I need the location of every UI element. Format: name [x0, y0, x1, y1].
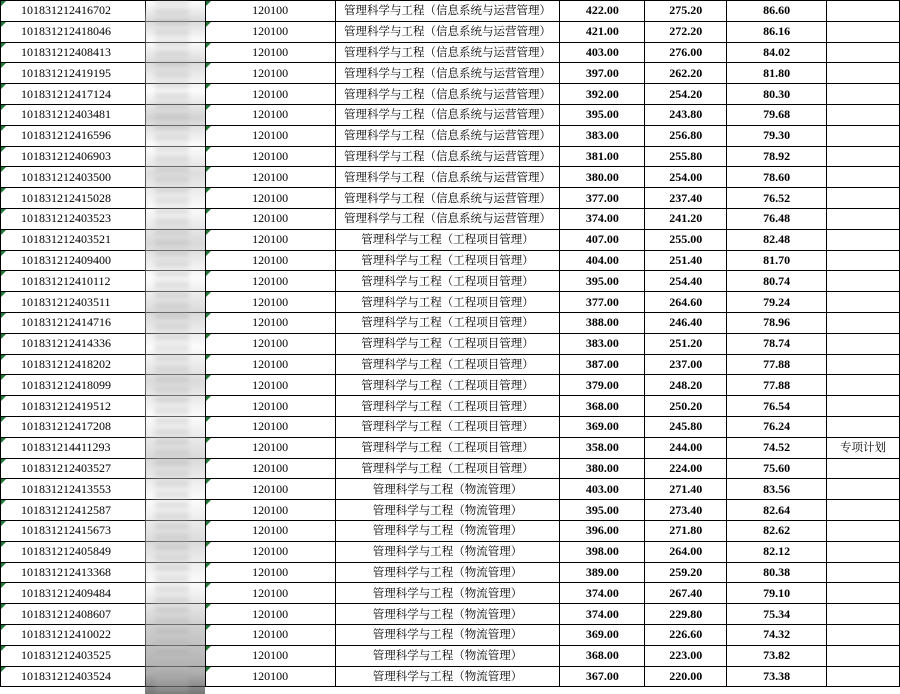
table-row[interactable] — [1, 541, 900, 562]
total-score-cell[interactable]: 397.00 — [560, 63, 645, 84]
second-score-cell[interactable]: 262.20 — [645, 63, 727, 84]
total-score-cell[interactable]: 383.00 — [560, 333, 645, 354]
major-cell[interactable]: 管理科学与工程（工程项目管理） — [335, 250, 560, 271]
total-score-cell[interactable]: 377.00 — [560, 188, 645, 209]
final-score-cell[interactable]: 73.82 — [727, 645, 827, 666]
final-score-cell[interactable]: 76.24 — [727, 416, 827, 437]
major-cell[interactable]: 管理科学与工程（物流管理） — [335, 562, 560, 583]
table-row[interactable] — [1, 479, 900, 500]
total-score-cell[interactable]: 380.00 — [560, 458, 645, 479]
total-score-cell[interactable]: 398.00 — [560, 541, 645, 562]
candidate-id-cell[interactable]: 101831212414716 — [1, 312, 146, 333]
major-cell[interactable]: 管理科学与工程（工程项目管理） — [335, 229, 560, 250]
table-row[interactable] — [1, 208, 900, 229]
second-score-cell[interactable]: 244.00 — [645, 437, 727, 458]
subject-code-cell[interactable]: 120100 — [205, 583, 335, 604]
major-cell[interactable]: 管理科学与工程（工程项目管理） — [335, 437, 560, 458]
table-row[interactable] — [1, 188, 900, 209]
table-row[interactable] — [1, 125, 900, 146]
subject-code-cell[interactable]: 120100 — [205, 354, 335, 375]
total-score-cell[interactable]: 395.00 — [560, 500, 645, 521]
major-cell[interactable]: 管理科学与工程（工程项目管理） — [335, 312, 560, 333]
second-score-cell[interactable]: 264.60 — [645, 292, 727, 313]
candidate-id-cell[interactable]: 101831212403523 — [1, 208, 146, 229]
major-cell[interactable]: 管理科学与工程（工程项目管理） — [335, 354, 560, 375]
total-score-cell[interactable]: 388.00 — [560, 312, 645, 333]
candidate-id-cell[interactable]: 101831212408413 — [1, 42, 146, 63]
second-score-cell[interactable]: 246.40 — [645, 312, 727, 333]
final-score-cell[interactable]: 74.52 — [727, 437, 827, 458]
name-cell-redacted[interactable] — [145, 416, 205, 437]
candidate-id-cell[interactable]: 101831212408607 — [1, 604, 146, 625]
name-cell-redacted[interactable] — [145, 292, 205, 313]
total-score-cell[interactable]: 368.00 — [560, 396, 645, 417]
table-row[interactable] — [1, 458, 900, 479]
note-cell[interactable] — [827, 250, 900, 271]
table-row[interactable] — [1, 271, 900, 292]
total-score-cell[interactable]: 395.00 — [560, 104, 645, 125]
candidate-id-cell[interactable]: 101831212418046 — [1, 21, 146, 42]
second-score-cell[interactable]: 272.20 — [645, 21, 727, 42]
candidate-id-cell[interactable]: 101831212413553 — [1, 479, 146, 500]
candidate-id-cell[interactable]: 101831212419195 — [1, 63, 146, 84]
note-cell[interactable] — [827, 167, 900, 188]
total-score-cell[interactable]: 381.00 — [560, 146, 645, 167]
note-cell[interactable] — [827, 84, 900, 105]
table-row[interactable] — [1, 624, 900, 645]
second-score-cell[interactable]: 237.00 — [645, 354, 727, 375]
table-row[interactable] — [1, 250, 900, 271]
final-score-cell[interactable]: 76.52 — [727, 188, 827, 209]
subject-code-cell[interactable]: 120100 — [205, 271, 335, 292]
note-cell[interactable] — [827, 562, 900, 583]
candidate-id-cell[interactable]: 101831212406903 — [1, 146, 146, 167]
candidate-id-cell[interactable]: 101831212418099 — [1, 375, 146, 396]
table-row[interactable] — [1, 1, 900, 22]
major-cell[interactable]: 管理科学与工程（信息系统与运营管理） — [335, 104, 560, 125]
subject-code-cell[interactable]: 120100 — [205, 458, 335, 479]
subject-code-cell[interactable]: 120100 — [205, 21, 335, 42]
note-cell[interactable] — [827, 1, 900, 22]
name-cell-redacted[interactable] — [145, 624, 205, 645]
note-cell[interactable] — [827, 604, 900, 625]
table-row[interactable] — [1, 604, 900, 625]
candidate-id-cell[interactable]: 101831212413368 — [1, 562, 146, 583]
note-cell[interactable] — [827, 104, 900, 125]
total-score-cell[interactable]: 407.00 — [560, 229, 645, 250]
subject-code-cell[interactable]: 120100 — [205, 208, 335, 229]
name-cell-redacted[interactable] — [145, 84, 205, 105]
name-cell-redacted[interactable] — [145, 146, 205, 167]
second-score-cell[interactable]: 220.00 — [645, 666, 727, 687]
name-cell-redacted[interactable] — [145, 167, 205, 188]
name-cell-redacted[interactable] — [145, 604, 205, 625]
candidate-id-cell[interactable]: 101831212419512 — [1, 396, 146, 417]
total-score-cell[interactable]: 377.00 — [560, 292, 645, 313]
candidate-id-cell[interactable]: 101831212416596 — [1, 125, 146, 146]
candidate-id-cell[interactable]: 101831212417208 — [1, 416, 146, 437]
table-row[interactable] — [1, 354, 900, 375]
major-cell[interactable]: 管理科学与工程（物流管理） — [335, 583, 560, 604]
note-cell[interactable] — [827, 188, 900, 209]
second-score-cell[interactable]: 229.80 — [645, 604, 727, 625]
second-score-cell[interactable]: 255.00 — [645, 229, 727, 250]
table-row[interactable] — [1, 21, 900, 42]
major-cell[interactable]: 管理科学与工程（物流管理） — [335, 624, 560, 645]
final-score-cell[interactable]: 75.60 — [727, 458, 827, 479]
major-cell[interactable]: 管理科学与工程（工程项目管理） — [335, 292, 560, 313]
total-score-cell[interactable]: 374.00 — [560, 583, 645, 604]
note-cell[interactable] — [827, 666, 900, 687]
note-cell[interactable] — [827, 479, 900, 500]
candidate-id-cell[interactable]: 101831212403500 — [1, 167, 146, 188]
total-score-cell[interactable]: 368.00 — [560, 645, 645, 666]
name-cell-redacted[interactable] — [145, 188, 205, 209]
subject-code-cell[interactable]: 120100 — [205, 1, 335, 22]
name-cell-redacted[interactable] — [145, 42, 205, 63]
note-cell[interactable] — [827, 416, 900, 437]
second-score-cell[interactable]: 255.80 — [645, 146, 727, 167]
major-cell[interactable]: 管理科学与工程（信息系统与运营管理） — [335, 125, 560, 146]
note-cell[interactable] — [827, 520, 900, 541]
total-score-cell[interactable]: 395.00 — [560, 271, 645, 292]
major-cell[interactable]: 管理科学与工程（物流管理） — [335, 520, 560, 541]
final-score-cell[interactable]: 84.02 — [727, 42, 827, 63]
final-score-cell[interactable]: 77.88 — [727, 375, 827, 396]
final-score-cell[interactable]: 81.80 — [727, 63, 827, 84]
candidate-id-cell[interactable]: 101831212414336 — [1, 333, 146, 354]
name-cell-redacted[interactable] — [145, 396, 205, 417]
second-score-cell[interactable]: 224.00 — [645, 458, 727, 479]
note-cell[interactable] — [827, 271, 900, 292]
final-score-cell[interactable]: 78.74 — [727, 333, 827, 354]
final-score-cell[interactable]: 82.64 — [727, 500, 827, 521]
major-cell[interactable]: 管理科学与工程（物流管理） — [335, 500, 560, 521]
note-cell[interactable] — [827, 42, 900, 63]
name-cell-redacted[interactable] — [145, 583, 205, 604]
candidate-id-cell[interactable]: 101831212415028 — [1, 188, 146, 209]
name-cell-redacted[interactable] — [145, 125, 205, 146]
subject-code-cell[interactable]: 120100 — [205, 645, 335, 666]
table-row[interactable] — [1, 396, 900, 417]
second-score-cell[interactable]: 245.80 — [645, 416, 727, 437]
second-score-cell[interactable]: 254.00 — [645, 167, 727, 188]
final-score-cell[interactable]: 74.32 — [727, 624, 827, 645]
note-cell[interactable] — [827, 396, 900, 417]
final-score-cell[interactable]: 79.30 — [727, 125, 827, 146]
total-score-cell[interactable]: 421.00 — [560, 21, 645, 42]
final-score-cell[interactable]: 78.92 — [727, 146, 827, 167]
name-cell-redacted[interactable] — [145, 437, 205, 458]
subject-code-cell[interactable]: 120100 — [205, 167, 335, 188]
final-score-cell[interactable]: 80.38 — [727, 562, 827, 583]
table-row[interactable] — [1, 562, 900, 583]
total-score-cell[interactable]: 403.00 — [560, 479, 645, 500]
final-score-cell[interactable]: 73.38 — [727, 666, 827, 687]
final-score-cell[interactable]: 76.48 — [727, 208, 827, 229]
candidate-id-cell[interactable]: 101831212412587 — [1, 500, 146, 521]
note-cell[interactable] — [827, 583, 900, 604]
note-cell[interactable] — [827, 624, 900, 645]
note-cell[interactable] — [827, 458, 900, 479]
major-cell[interactable]: 管理科学与工程（信息系统与运营管理） — [335, 1, 560, 22]
name-cell-redacted[interactable] — [145, 271, 205, 292]
major-cell[interactable]: 管理科学与工程（信息系统与运营管理） — [335, 42, 560, 63]
subject-code-cell[interactable]: 120100 — [205, 292, 335, 313]
subject-code-cell[interactable]: 120100 — [205, 312, 335, 333]
candidate-id-cell[interactable]: 101831212403481 — [1, 104, 146, 125]
second-score-cell[interactable]: 264.00 — [645, 541, 727, 562]
note-cell[interactable] — [827, 312, 900, 333]
table-row[interactable] — [1, 146, 900, 167]
candidate-id-cell[interactable]: 101831212410022 — [1, 624, 146, 645]
candidate-id-cell[interactable]: 101831212417124 — [1, 84, 146, 105]
subject-code-cell[interactable]: 120100 — [205, 84, 335, 105]
table-row[interactable] — [1, 229, 900, 250]
subject-code-cell[interactable]: 120100 — [205, 479, 335, 500]
name-cell-redacted[interactable] — [145, 500, 205, 521]
table-row[interactable] — [1, 42, 900, 63]
table-row[interactable] — [1, 645, 900, 666]
major-cell[interactable]: 管理科学与工程（信息系统与运营管理） — [335, 208, 560, 229]
name-cell-redacted[interactable] — [145, 645, 205, 666]
total-score-cell[interactable]: 380.00 — [560, 167, 645, 188]
name-cell-redacted[interactable] — [145, 354, 205, 375]
note-cell[interactable] — [827, 21, 900, 42]
subject-code-cell[interactable]: 120100 — [205, 666, 335, 687]
final-score-cell[interactable]: 79.10 — [727, 583, 827, 604]
name-cell-redacted[interactable] — [145, 333, 205, 354]
final-score-cell[interactable]: 78.60 — [727, 167, 827, 188]
note-cell[interactable] — [827, 500, 900, 521]
total-score-cell[interactable]: 374.00 — [560, 604, 645, 625]
final-score-cell[interactable]: 75.34 — [727, 604, 827, 625]
candidate-id-cell[interactable]: 101831214411293 — [1, 437, 146, 458]
total-score-cell[interactable]: 389.00 — [560, 562, 645, 583]
total-score-cell[interactable]: 387.00 — [560, 354, 645, 375]
second-score-cell[interactable]: 251.20 — [645, 333, 727, 354]
subject-code-cell[interactable]: 120100 — [205, 500, 335, 521]
major-cell[interactable]: 管理科学与工程（工程项目管理） — [335, 396, 560, 417]
name-cell-redacted[interactable] — [145, 666, 205, 687]
candidate-id-cell[interactable]: 101831212409400 — [1, 250, 146, 271]
total-score-cell[interactable]: 403.00 — [560, 42, 645, 63]
final-score-cell[interactable]: 81.70 — [727, 250, 827, 271]
total-score-cell[interactable]: 369.00 — [560, 624, 645, 645]
subject-code-cell[interactable]: 120100 — [205, 562, 335, 583]
subject-code-cell[interactable]: 120100 — [205, 375, 335, 396]
note-cell[interactable] — [827, 333, 900, 354]
major-cell[interactable]: 管理科学与工程（工程项目管理） — [335, 333, 560, 354]
candidate-id-cell[interactable]: 101831212403525 — [1, 645, 146, 666]
note-cell[interactable] — [827, 63, 900, 84]
candidate-id-cell[interactable]: 101831212415673 — [1, 520, 146, 541]
note-cell[interactable] — [827, 375, 900, 396]
note-cell[interactable] — [827, 229, 900, 250]
candidate-id-cell[interactable]: 101831212403527 — [1, 458, 146, 479]
name-cell-redacted[interactable] — [145, 375, 205, 396]
major-cell[interactable]: 管理科学与工程（物流管理） — [335, 666, 560, 687]
second-score-cell[interactable]: 259.20 — [645, 562, 727, 583]
candidate-id-cell[interactable]: 101831212416702 — [1, 1, 146, 22]
subject-code-cell[interactable]: 120100 — [205, 42, 335, 63]
major-cell[interactable]: 管理科学与工程（工程项目管理） — [335, 458, 560, 479]
second-score-cell[interactable]: 254.40 — [645, 271, 727, 292]
major-cell[interactable]: 管理科学与工程（信息系统与运营管理） — [335, 21, 560, 42]
note-cell[interactable] — [827, 208, 900, 229]
subject-code-cell[interactable]: 120100 — [205, 146, 335, 167]
total-score-cell[interactable]: 392.00 — [560, 84, 645, 105]
subject-code-cell[interactable]: 120100 — [205, 604, 335, 625]
note-cell[interactable] — [827, 146, 900, 167]
major-cell[interactable]: 管理科学与工程（信息系统与运营管理） — [335, 167, 560, 188]
name-cell-redacted[interactable] — [145, 520, 205, 541]
note-cell[interactable] — [827, 541, 900, 562]
note-cell[interactable]: 专项计划 — [827, 437, 900, 458]
major-cell[interactable]: 管理科学与工程（信息系统与运营管理） — [335, 63, 560, 84]
second-score-cell[interactable]: 271.40 — [645, 479, 727, 500]
total-score-cell[interactable]: 369.00 — [560, 416, 645, 437]
name-cell-redacted[interactable] — [145, 1, 205, 22]
name-cell-redacted[interactable] — [145, 562, 205, 583]
name-cell-redacted[interactable] — [145, 458, 205, 479]
major-cell[interactable]: 管理科学与工程（工程项目管理） — [335, 416, 560, 437]
subject-code-cell[interactable]: 120100 — [205, 437, 335, 458]
major-cell[interactable]: 管理科学与工程（物流管理） — [335, 541, 560, 562]
total-score-cell[interactable]: 367.00 — [560, 666, 645, 687]
total-score-cell[interactable]: 358.00 — [560, 437, 645, 458]
final-score-cell[interactable]: 79.24 — [727, 292, 827, 313]
table-row[interactable] — [1, 583, 900, 604]
name-cell-redacted[interactable] — [145, 21, 205, 42]
total-score-cell[interactable]: 422.00 — [560, 1, 645, 22]
final-score-cell[interactable]: 80.30 — [727, 84, 827, 105]
total-score-cell[interactable]: 374.00 — [560, 208, 645, 229]
final-score-cell[interactable]: 79.68 — [727, 104, 827, 125]
subject-code-cell[interactable]: 120100 — [205, 229, 335, 250]
table-row[interactable] — [1, 520, 900, 541]
second-score-cell[interactable]: 276.00 — [645, 42, 727, 63]
final-score-cell[interactable]: 86.16 — [727, 21, 827, 42]
second-score-cell[interactable]: 254.20 — [645, 84, 727, 105]
major-cell[interactable]: 管理科学与工程（物流管理） — [335, 479, 560, 500]
subject-code-cell[interactable]: 120100 — [205, 188, 335, 209]
name-cell-redacted[interactable] — [145, 250, 205, 271]
second-score-cell[interactable]: 251.40 — [645, 250, 727, 271]
subject-code-cell[interactable]: 120100 — [205, 416, 335, 437]
candidate-id-cell[interactable]: 101831212418202 — [1, 354, 146, 375]
subject-code-cell[interactable]: 120100 — [205, 125, 335, 146]
total-score-cell[interactable]: 383.00 — [560, 125, 645, 146]
table-row[interactable] — [1, 416, 900, 437]
subject-code-cell[interactable]: 120100 — [205, 63, 335, 84]
subject-code-cell[interactable]: 120100 — [205, 396, 335, 417]
final-score-cell[interactable]: 76.54 — [727, 396, 827, 417]
table-row[interactable] — [1, 312, 900, 333]
major-cell[interactable]: 管理科学与工程（信息系统与运营管理） — [335, 188, 560, 209]
candidate-id-cell[interactable]: 101831212403521 — [1, 229, 146, 250]
final-score-cell[interactable]: 80.74 — [727, 271, 827, 292]
note-cell[interactable] — [827, 292, 900, 313]
second-score-cell[interactable]: 243.80 — [645, 104, 727, 125]
table-row[interactable] — [1, 500, 900, 521]
table-row[interactable] — [1, 84, 900, 105]
candidate-id-cell[interactable]: 101831212403524 — [1, 666, 146, 687]
table-row[interactable] — [1, 167, 900, 188]
candidate-id-cell[interactable]: 101831212410112 — [1, 271, 146, 292]
candidate-id-cell[interactable]: 101831212409484 — [1, 583, 146, 604]
second-score-cell[interactable]: 241.20 — [645, 208, 727, 229]
second-score-cell[interactable]: 275.20 — [645, 1, 727, 22]
major-cell[interactable]: 管理科学与工程（工程项目管理） — [335, 271, 560, 292]
final-score-cell[interactable]: 77.88 — [727, 354, 827, 375]
candidate-id-cell[interactable]: 101831212405849 — [1, 541, 146, 562]
final-score-cell[interactable]: 86.60 — [727, 1, 827, 22]
subject-code-cell[interactable]: 120100 — [205, 333, 335, 354]
second-score-cell[interactable]: 267.40 — [645, 583, 727, 604]
subject-code-cell[interactable]: 120100 — [205, 541, 335, 562]
table-row[interactable] — [1, 292, 900, 313]
second-score-cell[interactable]: 250.20 — [645, 396, 727, 417]
major-cell[interactable]: 管理科学与工程（信息系统与运营管理） — [335, 84, 560, 105]
name-cell-redacted[interactable] — [145, 479, 205, 500]
note-cell[interactable] — [827, 125, 900, 146]
name-cell-redacted[interactable] — [145, 229, 205, 250]
name-cell-redacted[interactable] — [145, 312, 205, 333]
table-row[interactable] — [1, 104, 900, 125]
note-cell[interactable] — [827, 354, 900, 375]
note-cell[interactable] — [827, 645, 900, 666]
major-cell[interactable]: 管理科学与工程（信息系统与运营管理） — [335, 146, 560, 167]
major-cell[interactable]: 管理科学与工程（物流管理） — [335, 645, 560, 666]
final-score-cell[interactable]: 78.96 — [727, 312, 827, 333]
name-cell-redacted[interactable] — [145, 208, 205, 229]
table-row[interactable] — [1, 666, 900, 687]
second-score-cell[interactable]: 223.00 — [645, 645, 727, 666]
major-cell[interactable]: 管理科学与工程（工程项目管理） — [335, 375, 560, 396]
major-cell[interactable]: 管理科学与工程（物流管理） — [335, 604, 560, 625]
total-score-cell[interactable]: 404.00 — [560, 250, 645, 271]
second-score-cell[interactable]: 273.40 — [645, 500, 727, 521]
table-row[interactable] — [1, 333, 900, 354]
total-score-cell[interactable]: 379.00 — [560, 375, 645, 396]
table-row[interactable] — [1, 63, 900, 84]
second-score-cell[interactable]: 256.80 — [645, 125, 727, 146]
second-score-cell[interactable]: 248.20 — [645, 375, 727, 396]
subject-code-cell[interactable]: 120100 — [205, 624, 335, 645]
final-score-cell[interactable]: 82.62 — [727, 520, 827, 541]
table-row[interactable] — [1, 375, 900, 396]
candidate-id-cell[interactable]: 101831212403511 — [1, 292, 146, 313]
second-score-cell[interactable]: 226.60 — [645, 624, 727, 645]
subject-code-cell[interactable]: 120100 — [205, 520, 335, 541]
name-cell-redacted[interactable] — [145, 104, 205, 125]
second-score-cell[interactable]: 271.80 — [645, 520, 727, 541]
name-cell-redacted[interactable] — [145, 541, 205, 562]
second-score-cell[interactable]: 237.40 — [645, 188, 727, 209]
final-score-cell[interactable]: 82.12 — [727, 541, 827, 562]
name-cell-redacted[interactable] — [145, 63, 205, 84]
final-score-cell[interactable]: 82.48 — [727, 229, 827, 250]
subject-code-cell[interactable]: 120100 — [205, 250, 335, 271]
subject-code-cell[interactable]: 120100 — [205, 104, 335, 125]
final-score-cell[interactable]: 83.56 — [727, 479, 827, 500]
total-score-cell[interactable]: 396.00 — [560, 520, 645, 541]
table-body — [1, 1, 900, 687]
table-row[interactable] — [1, 437, 900, 458]
